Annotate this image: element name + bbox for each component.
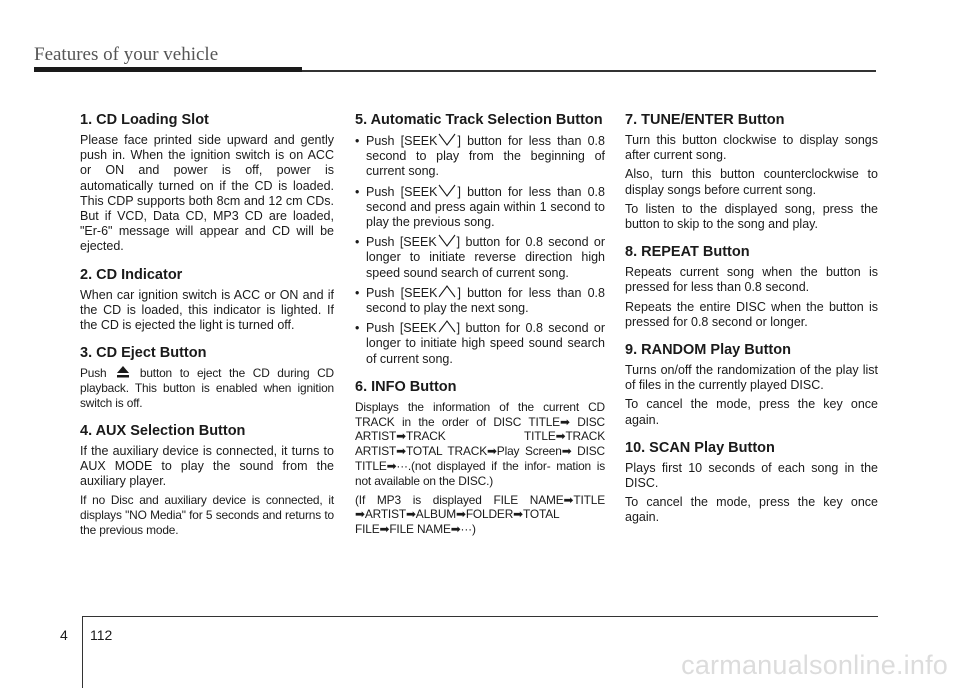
page-number: 112 bbox=[90, 627, 113, 643]
section-automatic-track-selection bbox=[355, 112, 605, 367]
body-pre: Push bbox=[80, 366, 107, 381]
section-body: Also, turn this button counterclockwise to display songs before current song. bbox=[625, 167, 878, 197]
list-item: • Push [SEEK ] button for less than 0.8 second to play the next song. bbox=[355, 285, 605, 316]
section-body: To cancel the mode, press the key once again. bbox=[625, 495, 878, 525]
chapter-number: 4 bbox=[60, 627, 68, 643]
section-aux-selection-button bbox=[80, 423, 334, 538]
section-body-2: If no Disc and auxiliary device is connected, it displays "NO Media" for 5 seconds and returns to the previous mode. bbox=[80, 493, 334, 537]
section-title: 9. RANDOM Play Button bbox=[625, 342, 791, 359]
body-post: button to eject the CD during CD playback. This button is enabled when ignition switch is off. bbox=[80, 366, 334, 410]
section-body-2: (If MP3 is displayed FILE NAME➡TITLE ➡ARTIST➡ALBUM➡FOLDER➡TOTAL FILE➡FILE NAME➡···) bbox=[355, 492, 605, 537]
column-middle bbox=[355, 112, 605, 549]
section-body: To listen to the displayed song, press the button to skip to the song and play. bbox=[625, 201, 878, 232]
column-right bbox=[625, 112, 878, 538]
footer-rule bbox=[82, 616, 878, 617]
section-body: Displays the information of the current CD TRACK in the order of DISC TITLE➡ DISC ARTIST➡TRACK TITLE➡TRACK ARTIST➡TOTAL TRACK➡Play Screen➡ DISC TITLE➡···.(not displayed if the infor- mation is not available on the DISC.) bbox=[355, 399, 605, 488]
section-title: 2. CD Indicator bbox=[80, 266, 183, 283]
page-header-title: Features of your vehicle bbox=[34, 44, 219, 65]
section-title: 1. CD Loading Slot bbox=[80, 112, 209, 128]
list-item: • Push [SEEK ] button for less than 0.8 second and press again within 1 second to play the previous song. bbox=[355, 184, 605, 230]
section-body: Turns on/off the randomization of the play list of files in the currently played DISC. bbox=[625, 363, 878, 393]
section-info-button bbox=[355, 379, 605, 537]
list-item: • Push [SEEK ] button for less than 0.8 second to play from the beginning of current song. bbox=[355, 134, 605, 179]
chevron-down-icon bbox=[437, 184, 457, 197]
watermark: carmanualsonline.info bbox=[681, 650, 948, 680]
section-body: Repeats current song when the button is pressed for less than 0.8 second. bbox=[625, 265, 878, 295]
chevron-up-icon bbox=[437, 320, 457, 333]
section-body: To cancel the mode, press the key once again. bbox=[625, 397, 878, 427]
chevron-down-icon bbox=[437, 133, 457, 146]
section-random-play-button bbox=[625, 342, 878, 428]
section-title: 8. REPEAT Button bbox=[625, 244, 750, 261]
section-body: Repeats the entire DISC when the button is pressed for 0.8 second or longer. bbox=[625, 299, 878, 329]
section-body bbox=[80, 366, 334, 410]
section-cd-eject-button bbox=[80, 345, 334, 410]
section-repeat-button bbox=[625, 244, 878, 330]
chevron-down-icon bbox=[437, 234, 457, 247]
section-tune-enter-button bbox=[625, 112, 878, 232]
list-item: • Push [SEEK ] button for 0.8 second or longer to initiate reverse direction high speed sound search of current song. bbox=[355, 235, 605, 280]
section-title: 10. SCAN Play Button bbox=[625, 439, 775, 456]
header-rule-thin bbox=[302, 70, 876, 72]
section-body: When car ignition switch is ACC or ON and if the CD is loaded, this indicator is lighted. If the CD is ejected the light is turned off. bbox=[80, 287, 334, 333]
footer-divider bbox=[82, 616, 83, 688]
list-item: • Push [SEEK ] button for 0.8 second or longer to initiate high speed sound search of current song. bbox=[355, 321, 605, 366]
section-title: 7. TUNE/ENTER Button bbox=[625, 112, 785, 128]
section-cd-loading-slot bbox=[80, 112, 334, 255]
section-scan-play-button bbox=[625, 440, 878, 526]
section-title: 6. INFO Button bbox=[355, 378, 457, 395]
section-body: Plays first 10 seconds of each song in the DISC. bbox=[625, 460, 878, 491]
section-title: 3. CD Eject Button bbox=[80, 345, 207, 362]
section-body: Please face printed side upward and gently push in. When the ignition switch is on ACC or ON and power is off, power is automatically turned on if the CD is loaded. This CDP supports both 8cm and 12 cm CDs. But if VCD, Data CD, MP3 CD are loaded, "Er-6" message will appear and CD will be ejected. bbox=[80, 133, 334, 254]
column-left bbox=[80, 112, 334, 550]
section-cd-indicator bbox=[80, 267, 334, 334]
section-body: Turn this button clockwise to display songs after current song. bbox=[625, 133, 878, 163]
section-title: 5. Automatic Track Selection Button bbox=[355, 112, 603, 128]
section-title: 4. AUX Selection Button bbox=[80, 422, 246, 439]
eject-icon bbox=[116, 366, 130, 378]
chevron-up-icon bbox=[437, 285, 457, 298]
bullet-list bbox=[355, 133, 605, 367]
section-body: If the auxiliary device is connected, it turns to AUX MODE to play the sound from the auxiliary player. bbox=[80, 443, 334, 489]
header-rule-thick bbox=[34, 67, 302, 72]
